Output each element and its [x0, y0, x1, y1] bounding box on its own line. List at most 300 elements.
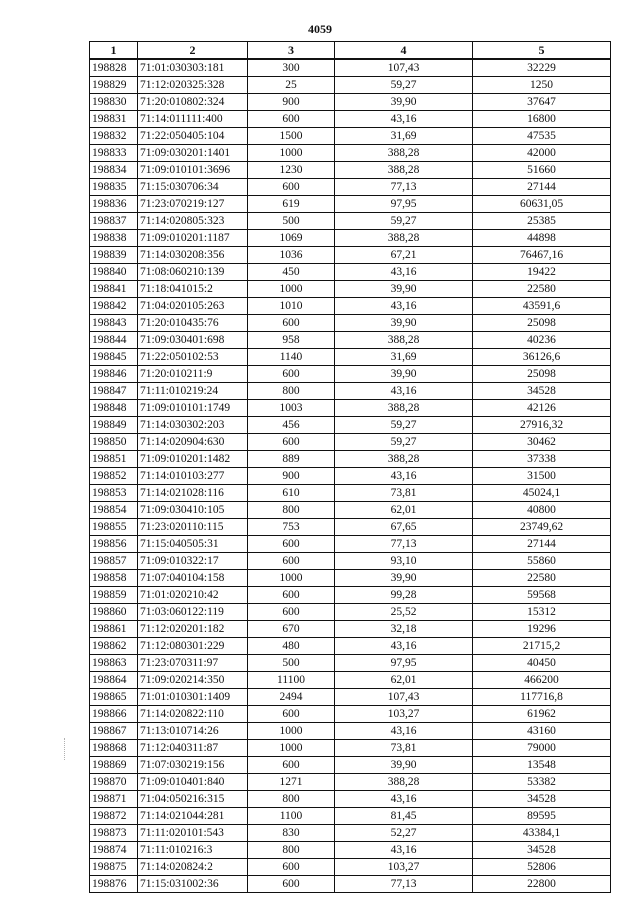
- column-4-cell: 77,13: [335, 179, 473, 196]
- table-row: [90, 723, 611, 740]
- cadastral-number-cell: 71:15:030706:34: [138, 179, 248, 196]
- column-3-cell: 450: [248, 264, 335, 281]
- column-4-cell: 103,27: [335, 706, 473, 723]
- column-4-cell: 43,16: [335, 638, 473, 655]
- table-row: [90, 315, 611, 332]
- cadastral-number-cell: 71:11:010216:3: [138, 842, 248, 859]
- column-4-cell: 39,90: [335, 94, 473, 111]
- column-3-cell: 600: [248, 553, 335, 570]
- cadastral-number-cell: 71:03:060122:119: [138, 604, 248, 621]
- cadastral-number-cell: 71:14:021044:281: [138, 808, 248, 825]
- column-5-cell: 40236: [473, 332, 611, 349]
- table-row: [90, 621, 611, 638]
- column-5-cell: 1250: [473, 77, 611, 94]
- table-row: [90, 264, 611, 281]
- table-row: [90, 825, 611, 842]
- table-row: [90, 383, 611, 400]
- column-5-cell: 466200: [473, 672, 611, 689]
- row-number-cell: 198833: [90, 145, 138, 162]
- column-4-cell: 62,01: [335, 672, 473, 689]
- column-3-cell: 1100: [248, 808, 335, 825]
- cadastral-number-cell: 71:23:070311:97: [138, 655, 248, 672]
- column-5-cell: 25098: [473, 315, 611, 332]
- column-4-cell: 77,13: [335, 536, 473, 553]
- column-5-cell: 51660: [473, 162, 611, 179]
- cadastral-number-cell: 71:15:031002:36: [138, 876, 248, 893]
- table-row: [90, 689, 611, 706]
- table-row: [90, 740, 611, 757]
- cadastral-number-cell: 71:22:050405:104: [138, 128, 248, 145]
- cadastral-number-cell: 71:11:020101:543: [138, 825, 248, 842]
- cadastral-number-cell: 71:14:020822:110: [138, 706, 248, 723]
- column-3-cell: 600: [248, 366, 335, 383]
- column-5-cell: 40450: [473, 655, 611, 672]
- table-row: [90, 94, 611, 111]
- column-4-cell: 388,28: [335, 774, 473, 791]
- row-number-cell: 198863: [90, 655, 138, 672]
- column-3-cell: 1000: [248, 570, 335, 587]
- column-3-cell: 300: [248, 59, 335, 77]
- column-4-cell: 39,90: [335, 315, 473, 332]
- column-3-cell: 1230: [248, 162, 335, 179]
- column-4-cell: 43,16: [335, 723, 473, 740]
- row-number-cell: 198852: [90, 468, 138, 485]
- cadastral-number-cell: 71:09:030410:105: [138, 502, 248, 519]
- column-4-cell: 43,16: [335, 791, 473, 808]
- column-5-cell: 76467,16: [473, 247, 611, 264]
- column-3-cell: 600: [248, 587, 335, 604]
- table-row: [90, 774, 611, 791]
- table-row: [90, 230, 611, 247]
- column-4-cell: 388,28: [335, 145, 473, 162]
- column-5-cell: 15312: [473, 604, 611, 621]
- table-row: [90, 332, 611, 349]
- row-number-cell: 198866: [90, 706, 138, 723]
- column-5-cell: 21715,2: [473, 638, 611, 655]
- column-3-cell: 619: [248, 196, 335, 213]
- column-3-cell: 1069: [248, 230, 335, 247]
- column-4-cell: 93,10: [335, 553, 473, 570]
- table-row: [90, 128, 611, 145]
- column-5-cell: 25385: [473, 213, 611, 230]
- column-3-cell: 600: [248, 179, 335, 196]
- column-5-cell: 36126,6: [473, 349, 611, 366]
- cadastral-number-cell: 71:14:011111:400: [138, 111, 248, 128]
- column-3-cell: 600: [248, 706, 335, 723]
- cadastral-number-cell: 71:01:020210:42: [138, 587, 248, 604]
- column-5-cell: 30462: [473, 434, 611, 451]
- row-number-cell: 198835: [90, 179, 138, 196]
- column-3-cell: 889: [248, 451, 335, 468]
- column-3-cell: 1000: [248, 723, 335, 740]
- table-row: [90, 213, 611, 230]
- column-5-cell: 19422: [473, 264, 611, 281]
- column-header: 3: [248, 42, 335, 60]
- cadastral-number-cell: 71:09:010101:1749: [138, 400, 248, 417]
- column-4-cell: 388,28: [335, 230, 473, 247]
- cadastral-number-cell: 71:11:010219:24: [138, 383, 248, 400]
- row-number-cell: 198864: [90, 672, 138, 689]
- row-number-cell: 198858: [90, 570, 138, 587]
- row-number-cell: 198869: [90, 757, 138, 774]
- cadastral-number-cell: 71:09:020214:350: [138, 672, 248, 689]
- column-4-cell: 39,90: [335, 570, 473, 587]
- row-number-cell: 198853: [90, 485, 138, 502]
- cadastral-number-cell: 71:09:010322:17: [138, 553, 248, 570]
- table-row: [90, 281, 611, 298]
- column-4-cell: 43,16: [335, 468, 473, 485]
- column-5-cell: 27916,32: [473, 417, 611, 434]
- column-3-cell: 900: [248, 468, 335, 485]
- cadastral-number-cell: 71:04:050216:315: [138, 791, 248, 808]
- table-row: [90, 655, 611, 672]
- cadastral-number-cell: 71:22:050102:53: [138, 349, 248, 366]
- table-row: [90, 366, 611, 383]
- column-5-cell: 55860: [473, 553, 611, 570]
- row-number-cell: 198839: [90, 247, 138, 264]
- table-row: [90, 672, 611, 689]
- row-number-cell: 198829: [90, 77, 138, 94]
- column-5-cell: 40800: [473, 502, 611, 519]
- column-3-cell: 456: [248, 417, 335, 434]
- column-3-cell: 1010: [248, 298, 335, 315]
- column-3-cell: 600: [248, 315, 335, 332]
- column-4-cell: 43,16: [335, 264, 473, 281]
- column-5-cell: 34528: [473, 383, 611, 400]
- row-number-cell: 198851: [90, 451, 138, 468]
- column-4-cell: 31,69: [335, 349, 473, 366]
- column-5-cell: 37647: [473, 94, 611, 111]
- column-5-cell: 13548: [473, 757, 611, 774]
- data-table: [89, 41, 611, 893]
- cadastral-number-cell: 71:14:021028:116: [138, 485, 248, 502]
- row-number-cell: 198850: [90, 434, 138, 451]
- column-4-cell: 388,28: [335, 451, 473, 468]
- column-5-cell: 60631,05: [473, 196, 611, 213]
- table-row: [90, 536, 611, 553]
- table-row: [90, 587, 611, 604]
- column-4-cell: 73,81: [335, 740, 473, 757]
- column-4-cell: 43,16: [335, 111, 473, 128]
- table-row: [90, 604, 611, 621]
- row-number-cell: 198855: [90, 519, 138, 536]
- column-5-cell: 53382: [473, 774, 611, 791]
- column-5-cell: 43160: [473, 723, 611, 740]
- table-row: [90, 451, 611, 468]
- column-4-cell: 59,27: [335, 417, 473, 434]
- column-5-cell: 43591,6: [473, 298, 611, 315]
- column-4-cell: 43,16: [335, 298, 473, 315]
- cadastral-number-cell: 71:14:010103:277: [138, 468, 248, 485]
- table-row: [90, 111, 611, 128]
- column-header: 2: [138, 42, 248, 60]
- column-5-cell: 45024,1: [473, 485, 611, 502]
- column-5-cell: 89595: [473, 808, 611, 825]
- table-row: [90, 196, 611, 213]
- table-body: [90, 59, 611, 893]
- column-3-cell: 600: [248, 859, 335, 876]
- column-5-cell: 25098: [473, 366, 611, 383]
- row-number-cell: 198830: [90, 94, 138, 111]
- column-3-cell: 800: [248, 383, 335, 400]
- table-row: [90, 485, 611, 502]
- table-row: [90, 808, 611, 825]
- cadastral-number-cell: 71:08:060210:139: [138, 264, 248, 281]
- row-number-cell: 198837: [90, 213, 138, 230]
- cadastral-number-cell: 71:14:020805:323: [138, 213, 248, 230]
- column-5-cell: 47535: [473, 128, 611, 145]
- column-4-cell: 32,18: [335, 621, 473, 638]
- column-4-cell: 103,27: [335, 859, 473, 876]
- column-3-cell: 25: [248, 77, 335, 94]
- cadastral-number-cell: 71:12:020325:328: [138, 77, 248, 94]
- table-row: [90, 247, 611, 264]
- column-5-cell: 34528: [473, 791, 611, 808]
- column-4-cell: 43,16: [335, 842, 473, 859]
- column-3-cell: 1271: [248, 774, 335, 791]
- cadastral-number-cell: 71:12:040311:87: [138, 740, 248, 757]
- row-number-cell: 198836: [90, 196, 138, 213]
- table-row: [90, 502, 611, 519]
- cadastral-number-cell: 71:09:030401:698: [138, 332, 248, 349]
- cadastral-number-cell: 71:23:020110:115: [138, 519, 248, 536]
- row-number-cell: 198861: [90, 621, 138, 638]
- row-number-cell: 198847: [90, 383, 138, 400]
- cadastral-number-cell: 71:07:040104:158: [138, 570, 248, 587]
- table-row: [90, 570, 611, 587]
- column-4-cell: 97,95: [335, 196, 473, 213]
- column-4-cell: 59,27: [335, 213, 473, 230]
- column-5-cell: 52806: [473, 859, 611, 876]
- row-number-cell: 198868: [90, 740, 138, 757]
- cadastral-number-cell: 71:01:010301:1409: [138, 689, 248, 706]
- column-4-cell: 388,28: [335, 332, 473, 349]
- column-3-cell: 1500: [248, 128, 335, 145]
- column-5-cell: 61962: [473, 706, 611, 723]
- table-row: [90, 519, 611, 536]
- column-5-cell: 31500: [473, 468, 611, 485]
- column-5-cell: 23749,62: [473, 519, 611, 536]
- column-4-cell: 388,28: [335, 400, 473, 417]
- column-4-cell: 73,81: [335, 485, 473, 502]
- column-3-cell: 670: [248, 621, 335, 638]
- column-header: 1: [90, 42, 138, 60]
- column-5-cell: 44898: [473, 230, 611, 247]
- column-4-cell: 59,27: [335, 77, 473, 94]
- cadastral-number-cell: 71:12:020201:182: [138, 621, 248, 638]
- row-number-cell: 198832: [90, 128, 138, 145]
- row-number-cell: 198849: [90, 417, 138, 434]
- column-5-cell: 16800: [473, 111, 611, 128]
- cadastral-number-cell: 71:01:030303:181: [138, 59, 248, 77]
- column-5-cell: 27144: [473, 179, 611, 196]
- row-number-cell: 198828: [90, 59, 138, 77]
- column-4-cell: 39,90: [335, 281, 473, 298]
- column-3-cell: 753: [248, 519, 335, 536]
- column-3-cell: 830: [248, 825, 335, 842]
- row-number-cell: 198831: [90, 111, 138, 128]
- table-row: [90, 417, 611, 434]
- cadastral-number-cell: 71:09:010201:1187: [138, 230, 248, 247]
- column-4-cell: 62,01: [335, 502, 473, 519]
- row-number-cell: 198844: [90, 332, 138, 349]
- column-3-cell: 1140: [248, 349, 335, 366]
- column-5-cell: 59568: [473, 587, 611, 604]
- column-4-cell: 107,43: [335, 689, 473, 706]
- row-number-cell: 198860: [90, 604, 138, 621]
- column-5-cell: 43384,1: [473, 825, 611, 842]
- cadastral-number-cell: 71:09:030201:1401: [138, 145, 248, 162]
- table-row: [90, 179, 611, 196]
- table-row: [90, 876, 611, 893]
- row-number-cell: 198840: [90, 264, 138, 281]
- column-5-cell: 32229: [473, 59, 611, 77]
- column-3-cell: 1036: [248, 247, 335, 264]
- table-row: [90, 162, 611, 179]
- column-4-cell: 43,16: [335, 383, 473, 400]
- column-5-cell: 34528: [473, 842, 611, 859]
- column-3-cell: 1000: [248, 740, 335, 757]
- table-row: [90, 145, 611, 162]
- column-3-cell: 500: [248, 213, 335, 230]
- column-4-cell: 388,28: [335, 162, 473, 179]
- row-number-cell: 198846: [90, 366, 138, 383]
- row-number-cell: 198874: [90, 842, 138, 859]
- column-3-cell: 480: [248, 638, 335, 655]
- table-row: [90, 349, 611, 366]
- table-row: [90, 553, 611, 570]
- cadastral-number-cell: 71:09:010201:1482: [138, 451, 248, 468]
- column-header: 5: [473, 42, 611, 60]
- column-4-cell: 99,28: [335, 587, 473, 604]
- column-4-cell: 67,65: [335, 519, 473, 536]
- column-4-cell: 39,90: [335, 757, 473, 774]
- row-number-cell: 198834: [90, 162, 138, 179]
- table-row: [90, 842, 611, 859]
- column-5-cell: 42000: [473, 145, 611, 162]
- column-3-cell: 2494: [248, 689, 335, 706]
- cadastral-number-cell: 71:20:010211:9: [138, 366, 248, 383]
- column-3-cell: 600: [248, 536, 335, 553]
- row-number-cell: 198845: [90, 349, 138, 366]
- column-3-cell: 1003: [248, 400, 335, 417]
- page-number: 4059: [308, 22, 332, 36]
- row-number-cell: 198848: [90, 400, 138, 417]
- column-5-cell: 22800: [473, 876, 611, 893]
- column-4-cell: 107,43: [335, 59, 473, 77]
- column-5-cell: 22580: [473, 570, 611, 587]
- cadastral-number-cell: 71:14:030302:203: [138, 417, 248, 434]
- row-number-cell: 198870: [90, 774, 138, 791]
- scan-margin-mark: [64, 738, 66, 760]
- column-3-cell: 958: [248, 332, 335, 349]
- column-3-cell: 600: [248, 111, 335, 128]
- column-5-cell: 37338: [473, 451, 611, 468]
- table-row: [90, 400, 611, 417]
- table-header-row: [90, 42, 611, 60]
- table-row: [90, 77, 611, 94]
- column-3-cell: 1000: [248, 281, 335, 298]
- table-row: [90, 59, 611, 77]
- column-5-cell: 27144: [473, 536, 611, 553]
- column-4-cell: 39,90: [335, 366, 473, 383]
- cadastral-number-cell: 71:04:020105:263: [138, 298, 248, 315]
- cadastral-number-cell: 71:20:010435:76: [138, 315, 248, 332]
- row-number-cell: 198871: [90, 791, 138, 808]
- column-5-cell: 42126: [473, 400, 611, 417]
- column-4-cell: 77,13: [335, 876, 473, 893]
- cadastral-number-cell: 71:12:080301:229: [138, 638, 248, 655]
- column-4-cell: 97,95: [335, 655, 473, 672]
- column-4-cell: 59,27: [335, 434, 473, 451]
- column-3-cell: 610: [248, 485, 335, 502]
- column-header: 4: [335, 42, 473, 60]
- table-row: [90, 859, 611, 876]
- row-number-cell: 198841: [90, 281, 138, 298]
- column-3-cell: 600: [248, 876, 335, 893]
- table-row: [90, 791, 611, 808]
- table-row: [90, 638, 611, 655]
- column-3-cell: 600: [248, 757, 335, 774]
- column-5-cell: 79000: [473, 740, 611, 757]
- row-number-cell: 198876: [90, 876, 138, 893]
- row-number-cell: 198862: [90, 638, 138, 655]
- column-5-cell: 117716,8: [473, 689, 611, 706]
- column-5-cell: 22580: [473, 281, 611, 298]
- cadastral-number-cell: 71:15:040505:31: [138, 536, 248, 553]
- row-number-cell: 198857: [90, 553, 138, 570]
- column-3-cell: 600: [248, 434, 335, 451]
- row-number-cell: 198865: [90, 689, 138, 706]
- row-number-cell: 198854: [90, 502, 138, 519]
- cadastral-number-cell: 71:07:030219:156: [138, 757, 248, 774]
- column-4-cell: 25,52: [335, 604, 473, 621]
- column-3-cell: 600: [248, 604, 335, 621]
- column-3-cell: 500: [248, 655, 335, 672]
- row-number-cell: 198867: [90, 723, 138, 740]
- row-number-cell: 198843: [90, 315, 138, 332]
- column-3-cell: 900: [248, 94, 335, 111]
- column-5-cell: 19296: [473, 621, 611, 638]
- column-4-cell: 81,45: [335, 808, 473, 825]
- cadastral-number-cell: 71:14:020904:630: [138, 434, 248, 451]
- table-row: [90, 298, 611, 315]
- row-number-cell: 198838: [90, 230, 138, 247]
- table-row: [90, 468, 611, 485]
- cadastral-number-cell: 71:23:070219:127: [138, 196, 248, 213]
- row-number-cell: 198872: [90, 808, 138, 825]
- column-3-cell: 1000: [248, 145, 335, 162]
- column-4-cell: 52,27: [335, 825, 473, 842]
- column-3-cell: 800: [248, 791, 335, 808]
- cadastral-number-cell: 71:20:010802:324: [138, 94, 248, 111]
- cadastral-number-cell: 71:13:010714:26: [138, 723, 248, 740]
- cadastral-number-cell: 71:14:020824:2: [138, 859, 248, 876]
- cadastral-number-cell: 71:09:010401:840: [138, 774, 248, 791]
- table-row: [90, 757, 611, 774]
- row-number-cell: 198873: [90, 825, 138, 842]
- column-3-cell: 800: [248, 842, 335, 859]
- table-row: [90, 706, 611, 723]
- column-4-cell: 31,69: [335, 128, 473, 145]
- row-number-cell: 198859: [90, 587, 138, 604]
- column-3-cell: 800: [248, 502, 335, 519]
- column-4-cell: 67,21: [335, 247, 473, 264]
- table-row: [90, 434, 611, 451]
- row-number-cell: 198875: [90, 859, 138, 876]
- row-number-cell: 198856: [90, 536, 138, 553]
- row-number-cell: 198842: [90, 298, 138, 315]
